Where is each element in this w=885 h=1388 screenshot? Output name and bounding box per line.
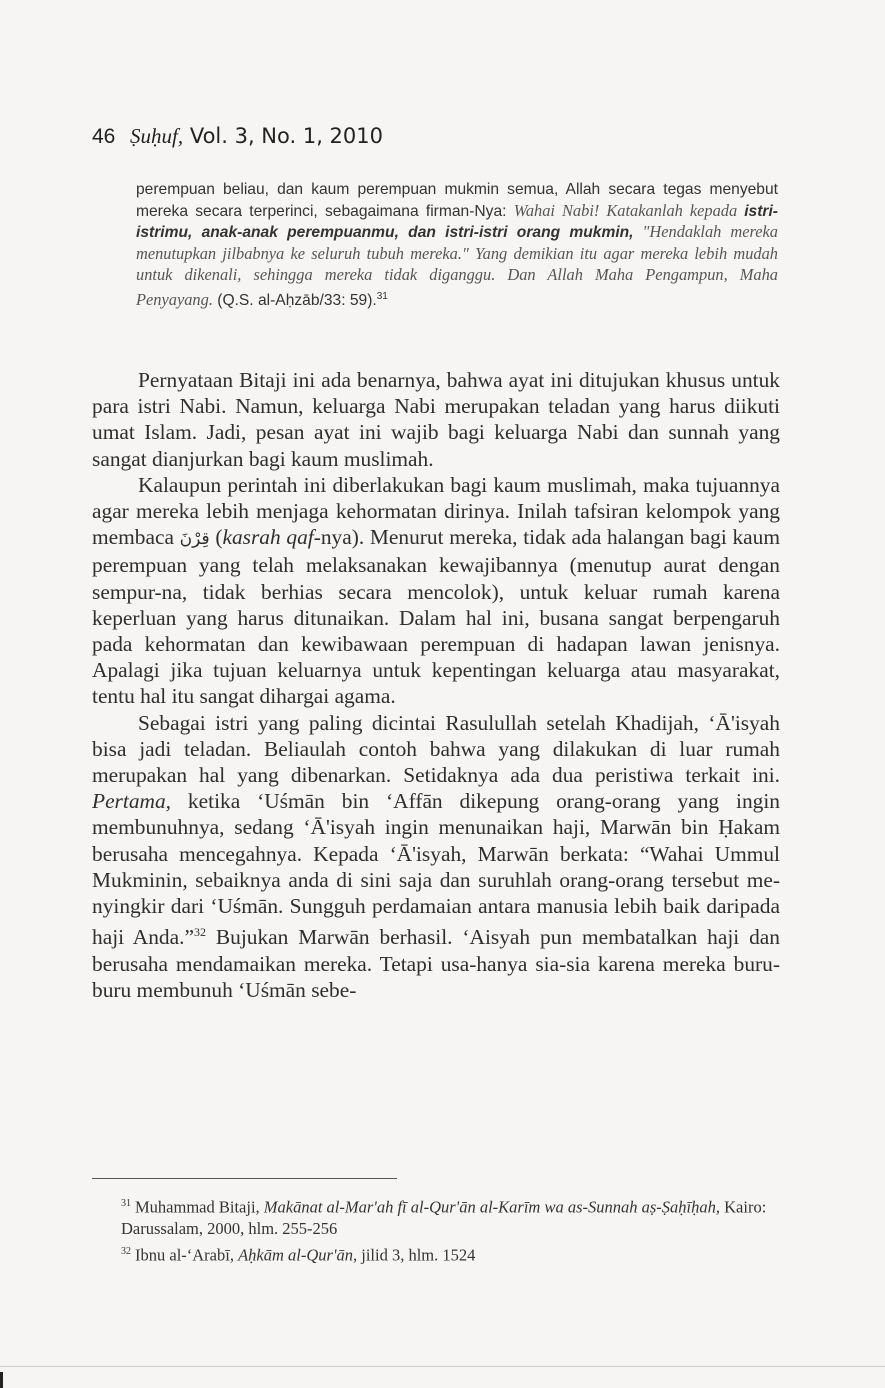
footnote-title: Aḥkām al-Qur'ān,	[238, 1245, 358, 1264]
footnote-author: Ibnu al-‘Arabī,	[135, 1245, 239, 1264]
footnote-number: 32	[121, 1245, 131, 1257]
footnote-ref-31[interactable]: 31	[376, 290, 388, 302]
paragraph-2-text-a: Kalaupun perintah ini diberlakukan bagi kaum muslimah, maka tujuannya agar mereka lebih menjaga kehormatan dirinya. Inilah tafsiran kelompok yang membaca	[92, 472, 780, 550]
paragraph-3	[92, 710, 780, 1003]
paragraph-3-text-a: Sebagai istri yang paling dicintai Rasulullah setelah Khadijah, ‘Ā'isyah bisa jadi teladan. Beliaulah contoh bahwa yang dilakukan di luar rumah merupakan hal yang dibenarkan. Setidaknya ada dua peristiwa terkait ini.	[92, 710, 780, 788]
paragraph-3-text-b: ketika ‘Uśmān bin ‘Affān dikepung orang-orang yang ingin membunuhnya, sedang ‘Ā'isyah ingin menunaikan haji, Marwān bin Ḥakam berusaha mencegahnya. Kepada ‘Ā'isyah, Marwān berkata: “Wahai Ummul Mukminin, sebaiknya anda di sini saja dan suruhlah orang-orang tersebut me-nyingkir dari ‘Uśmān. Sungguh perdamaian antara manusia lebih baik daripada haji Anda.”	[92, 789, 780, 950]
paragraph-2-paren: (	[209, 525, 223, 550]
pertama-word: Pertama,	[92, 789, 172, 814]
block-quote	[136, 180, 778, 312]
footnote-31	[121, 1193, 781, 1239]
footnote-32	[121, 1241, 781, 1266]
quote-verse-bold: istri-istrimu, anak-anak perempuanmu, dan istri-istri orang mukmin,	[136, 202, 778, 242]
page-bottom-edge	[0, 1366, 885, 1367]
footnote-author: Muhammad Bitaji,	[135, 1197, 264, 1217]
footnote-rest: jilid 3, hlm. 1524	[357, 1245, 476, 1264]
paragraph-2	[92, 472, 780, 710]
arabic-word: قِرْنَ	[179, 529, 210, 550]
footnote-number: 31	[121, 1198, 131, 1209]
body-text	[92, 367, 780, 1003]
volume-info: Vol. 3, No. 1, 2010	[189, 124, 384, 148]
paragraph-3-text-c: Bujukan Marwān berhasil. ‘Aisyah pun membatalkan haji dan berusaha mendamaikan mereka. Tetapi usa-hanya sia-sia karena mereka buru-buru membunuh ‘Uśmān sebe-	[92, 925, 780, 1002]
kasrah-qaf: kasrah qaf	[222, 525, 314, 550]
quote-verse-c: "Hendaklah mereka menutupkan jilbabnya ke seluruh tubuh mereka." Yang demikian itu agar mereka lebih mudah untuk dikenali, sehingga mereka tidak diganggu. Dan Allah Maha Pengampun, Maha Penyayang.	[136, 222, 779, 310]
journal-name: Ṣuḥuf,	[130, 124, 184, 148]
running-header	[92, 124, 383, 149]
footnote-title: Makānat al-Mar'ah fī al-Qur'ān al-Karīm wa as-Sunnah aṣ-Ṣaḥīḥah,	[263, 1197, 720, 1217]
paragraph-2-text-b: -nya). Menurut mereka, tidak ada halangan bagi kaum perempuan yang telah melaksanakan kewajibannya (menutup aurat dengan sempur-na, tidak berhias secara mencolok), untuk keluar rumah karena keperluan yang harus ditunaikan. Dalam hal ini, busana sangat berpengaruh pada kehormatan dan kewibawaan perempuan di hadapan lawan jenisnya. Apalagi jika tujuan keluarnya untuk kepentingan keluarga atau masyarakat, tentu hal itu sangat dihargai agama.	[92, 525, 780, 709]
footnotes	[121, 1193, 781, 1265]
footnote-ref-32[interactable]: 32	[193, 925, 206, 940]
quote-reference: (Q.S. al-Aḥzāb/33: 59).	[212, 292, 377, 310]
footnote-divider	[92, 1178, 397, 1179]
scan-edge-mark	[0, 1372, 3, 1388]
quote-lead: perempuan beliau, dan kaum perempuan mukmin semua, Allah secara tegas menyebut mereka secara terperinci, sebagaimana firman-Nya:	[136, 181, 778, 220]
footnote-rest: Kairo: Darussalam, 2000, hlm. 255-256	[121, 1197, 767, 1238]
paragraph-1: Pernyataan Bitaji ini ada benarnya, bahwa ayat ini ditujukan khusus untuk para istri Nabi. Namun, keluarga Nabi merupakan teladan yang harus diikuti umat Islam. Jadi, pesan ayat ini wajib bagi keluarga Nabi dan sunnah yang sangat dianjurkan bagi kaum muslimah.	[92, 368, 780, 471]
quote-verse-a: Wahai Nabi! Katakanlah kepada	[513, 200, 745, 220]
page-number: 46	[92, 125, 116, 148]
